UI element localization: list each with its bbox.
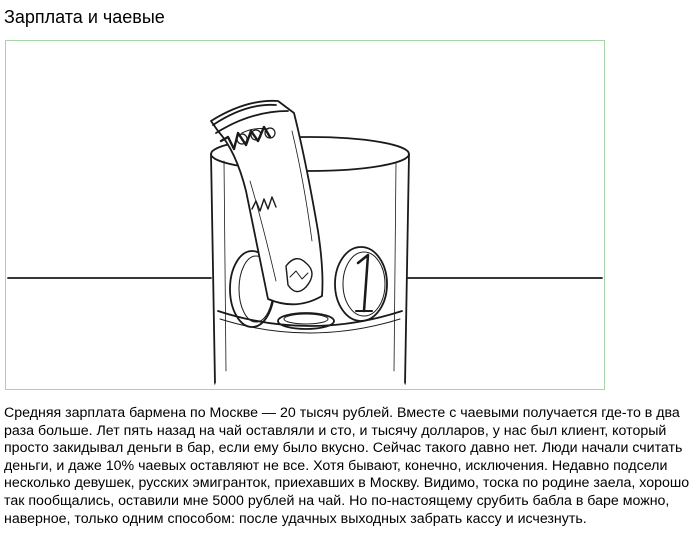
tip-glass-illustration — [6, 41, 604, 389]
article-title: Зарплата и чаевые — [4, 7, 165, 27]
article-text: Средняя зарплата бармена по Москве — 20 тысяч рублей. Вместе с чаевыми получается где-то в два раза больше. Лет пять назад на чай оставляли и сто, и тысячу долларов, у нас был клиент, который просто закидывал деньги в бар, если ему было вкусно. Сейчас такого давно нет. Люди начали считать деньги, и даже 10% чаевых оставляют не все. Хотя бывают, конечно, исключения. Недавно подсели несколько девушек, русских эмигранток, приехавших в Москву. Видимо, тоска по родине заела, хорошо так пообщались, оставили мне 5000 рублей на чай. Но по-настоящему срубить бабла в баре можно, наверное, только одним способом: после удачных выходных забрать кассу и исчезнуть. — [4, 405, 690, 527]
article-illustration — [5, 40, 605, 390]
ruble-coin-icon — [335, 247, 387, 321]
banknote-icon — [211, 101, 323, 305]
